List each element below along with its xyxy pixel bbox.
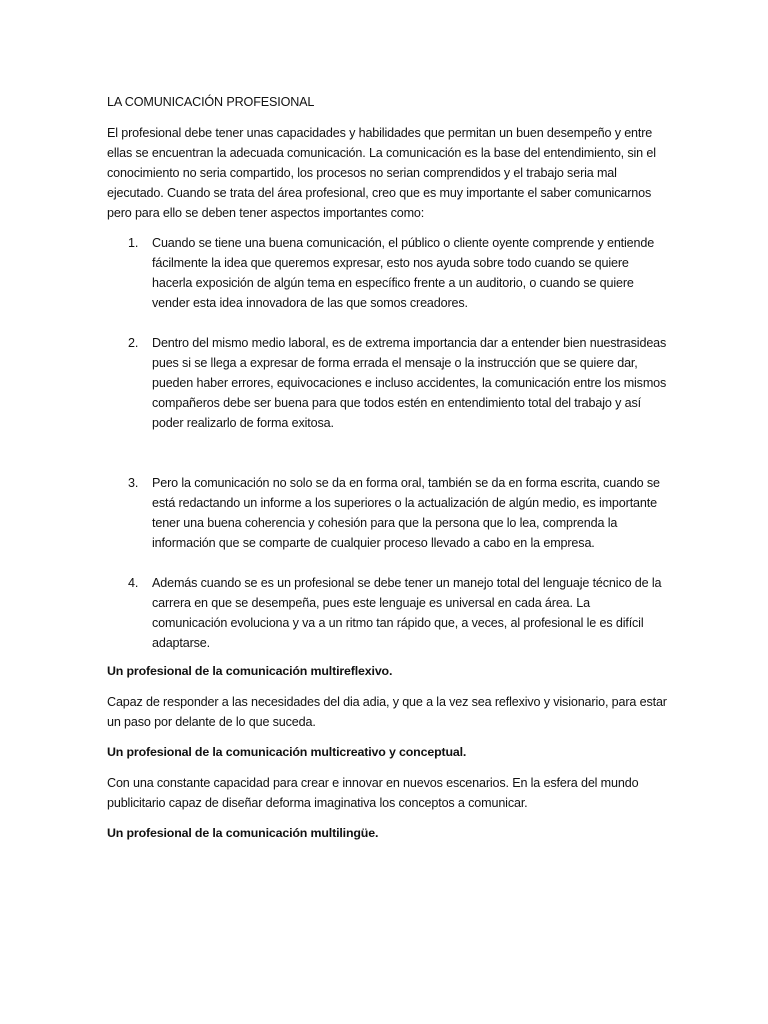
list-number: 2. (128, 336, 139, 350)
list-number: 1. (128, 236, 139, 250)
list-item (107, 573, 667, 653)
section-heading-multireflexivo: Un profesional de la comunicación multireflexivo. (107, 664, 393, 678)
intro-paragraph: El profesional debe tener unas capacidades y habilidades que permitan un buen desempeño y entre ellas se encuentran la adecuada comunicación. La comunicación es la base del entendimiento, sin el conocimiento no seria compartido, los procesos no serian comprendidos y el trabajo seria mal ejecutado. Cuando se trata del área profesional, creo que es muy importante el saber comunicarnos pero para ello se deben tener aspectos importantes como: (107, 126, 656, 220)
list-number: 3. (128, 476, 139, 490)
section-heading-multilingue: Un profesional de la comunicación multilingüe. (107, 826, 379, 840)
section-heading-multicreativo: Un profesional de la comunicación multicreativo y conceptual. (107, 745, 467, 759)
list-item-text: Además cuando se es un profesional se debe tener un manejo total del lenguaje técnico de la carrera en que se desempeña, pues este lenguaje es universal en cada área. La comunicación evoluciona y va a un ritmo tan rápido que, a veces, al profesional le es difícil adaptarse. (152, 576, 662, 650)
section-paragraph-multireflexivo: Capaz de responder a las necesidades del dia adia, y que a la vez sea reflexivo y visionario, para estar un paso por delante de lo que suceda. (107, 695, 667, 729)
list-item-text: Pero la comunicación no solo se da en forma oral, también se da en forma escrita, cuando se está redactando un informe a los superiores o la actualización de algún medio, es importante tener una buena coherencia y cohesión para que la persona que lo lea, comprenda la información que se comparte de cualquier proceso llevado a cabo en la empresa. (152, 476, 660, 550)
numbered-list (107, 233, 667, 653)
list-item (107, 473, 667, 553)
list-item (107, 233, 667, 313)
list-item-text: Cuando se tiene una buena comunicación, el público o cliente oyente comprende y entiende fácilmente la idea que queremos expresar, esto nos ayuda sobre todo cuando se quiere hacerla exposición de algún tema en específico frente a un auditorio, o cuando se quiere vender esta idea innovadora de las que somos creadores. (152, 236, 655, 310)
document-content (107, 92, 667, 854)
document-title: LA COMUNICACIÓN PROFESIONAL (107, 95, 315, 109)
list-item (107, 333, 667, 433)
list-item-text: Dentro del mismo medio laboral, es de extrema importancia dar a entender bien nuestrasideas pues si se llega a expresar de forma errada el mensaje o la instrucción que se quiere dar, pueden haber errores, equivocaciones e incluso accidentes, la comunicación entre los mismos compañeros debe ser buena para que todos estén en entendimiento total del trabajo y así poder realizarlo de forma exitosa. (152, 336, 667, 430)
list-number: 4. (128, 576, 139, 590)
section-paragraph-multicreativo: Con una constante capacidad para crear e innovar en nuevos escenarios. En la esfera del mundo publicitario capaz de diseñar deforma imaginativa los conceptos a comunicar. (107, 776, 639, 810)
